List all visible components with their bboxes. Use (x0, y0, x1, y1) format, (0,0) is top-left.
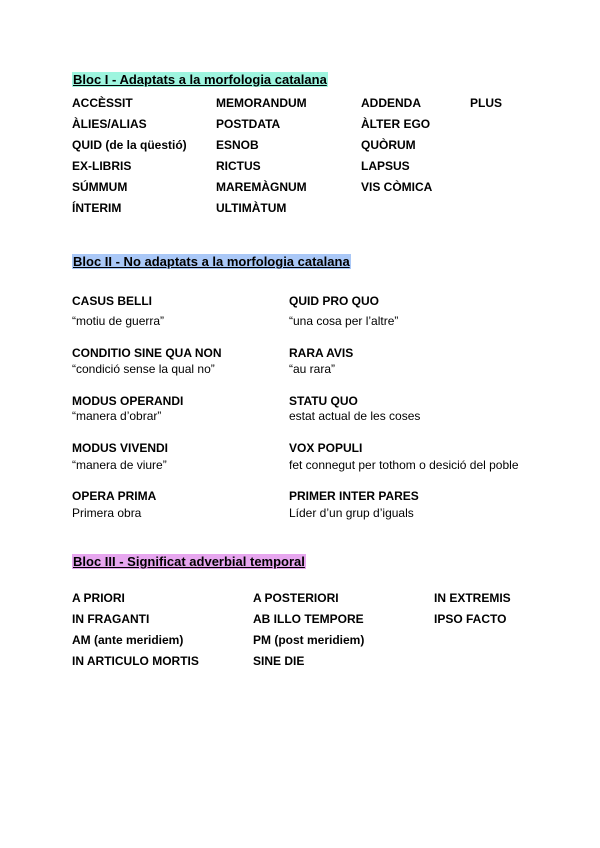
bloc3-heading: Bloc III - Significat adverbial temporal (73, 554, 305, 569)
expression-meaning: “una cosa per l’altre” (289, 314, 399, 328)
latin-expression: MODUS OPERANDI (72, 394, 184, 408)
latin-term: ÀLTER EGO (361, 117, 431, 131)
latin-term: RICTUS (216, 159, 261, 173)
bloc2-heading: Bloc II - No adaptats a la morfologia catalana (73, 254, 350, 269)
temporal-expression: A POSTERIORI (253, 591, 339, 605)
temporal-expression: IN ARTICULO MORTIS (72, 654, 199, 668)
temporal-expression: IN FRAGANTI (72, 612, 150, 626)
latin-expression: VOX POPULI (289, 441, 363, 455)
latin-term: MAREMÀGNUM (216, 180, 307, 194)
expression-meaning: “manera d’obrar” (72, 409, 162, 423)
expression-meaning: “motiu de guerra” (72, 314, 165, 328)
latin-expression: OPERA PRIMA (72, 489, 157, 503)
temporal-expression: AB ILLO TEMPORE (253, 612, 364, 626)
latin-expression: MODUS VIVENDI (72, 441, 169, 455)
latin-term: MEMORANDUM (216, 96, 307, 110)
latin-term: QUID (de la qüestió) (72, 138, 187, 152)
latin-expression: CONDITIO SINE QUA NON (72, 346, 222, 360)
temporal-expression: PM (post meridiem) (253, 633, 365, 647)
temporal-expression: IN EXTREMIS (434, 591, 511, 605)
latin-expression: RARA AVIS (289, 346, 354, 360)
latin-term: LAPSUS (361, 159, 410, 173)
latin-term: SÚMMUM (72, 180, 128, 194)
expression-meaning: estat actual de les coses (289, 409, 421, 423)
bloc1-heading: Bloc I - Adaptats a la morfologia catalana (73, 72, 327, 87)
latin-term: VIS CÒMICA (361, 180, 433, 194)
temporal-expression: SINE DIE (253, 654, 305, 668)
latin-term: PLUS (470, 96, 503, 110)
latin-term: EX-LIBRIS (72, 159, 132, 173)
latin-expression: QUID PRO QUO (289, 294, 380, 308)
latin-term: ÍNTERIM (72, 201, 122, 215)
latin-term: ULTIMÀTUM (216, 201, 287, 215)
latin-expression: PRIMER INTER PARES (289, 489, 419, 503)
latin-term: ÀLIES/ALIAS (72, 117, 147, 131)
expression-meaning: Primera obra (72, 506, 142, 520)
expression-meaning: Líder d’un grup d’iguals (289, 506, 414, 520)
temporal-expression: AM (ante meridiem) (72, 633, 184, 647)
latin-term: QUÒRUM (361, 138, 416, 152)
expression-meaning: fet connegut per tothom o desició del poble (289, 458, 519, 472)
temporal-expression: IPSO FACTO (434, 612, 507, 626)
latin-term: ADDENDA (361, 96, 421, 110)
temporal-expression: A PRIORI (72, 591, 125, 605)
latin-term: ACCÈSSIT (72, 96, 133, 110)
expression-meaning: “au rara” (289, 362, 336, 376)
latin-expression: STATU QUO (289, 394, 358, 408)
latin-expression: CASUS BELLI (72, 294, 153, 308)
expression-meaning: “manera de viure” (72, 458, 167, 472)
latin-term: ESNOB (216, 138, 259, 152)
latin-term: POSTDATA (216, 117, 281, 131)
expression-meaning: “condició sense la qual no” (72, 362, 215, 376)
